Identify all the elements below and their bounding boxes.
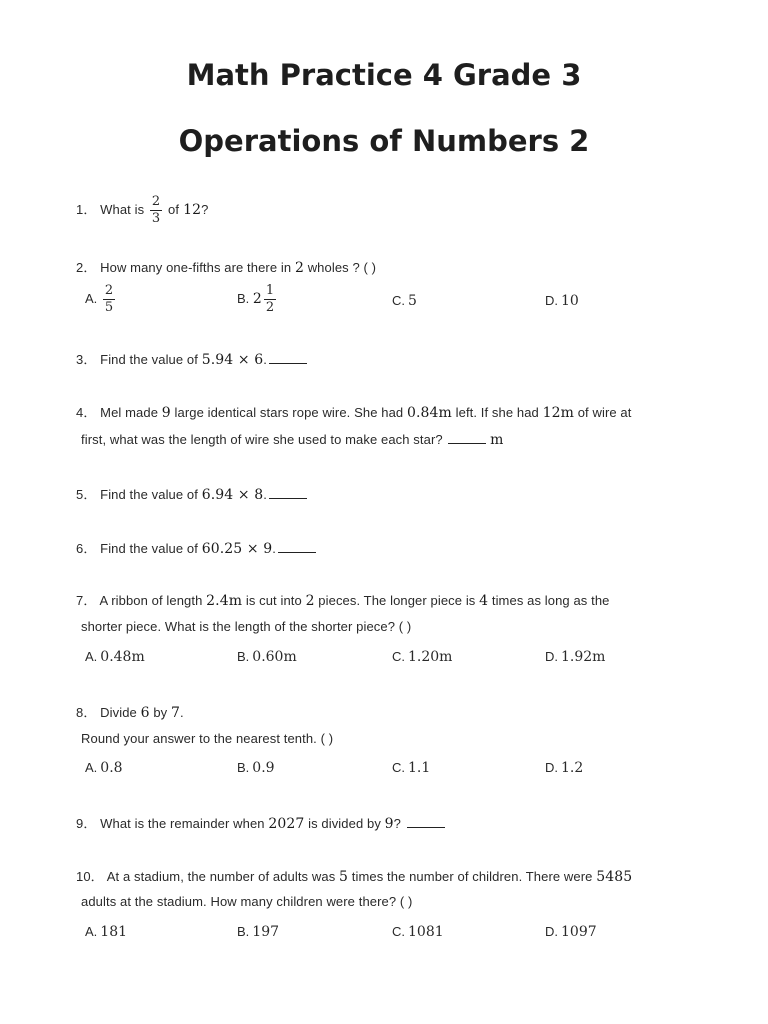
question-text: large identical stars rope wire. She had: [174, 405, 404, 420]
option-value: 197: [252, 924, 280, 940]
question-text: ?: [393, 816, 401, 831]
option-b[interactable]: [237, 284, 278, 315]
option-label: C.: [392, 924, 405, 939]
math-value: 9: [384, 816, 394, 832]
question-number: 8．: [76, 705, 97, 720]
math-value: 7: [171, 705, 181, 721]
math-value: 0.84m: [406, 405, 452, 421]
option-b[interactable]: [237, 649, 297, 665]
math-value: 5: [339, 869, 349, 885]
question-number: 1．: [76, 201, 97, 217]
option-value: 0.8: [100, 760, 123, 776]
option-a[interactable]: [85, 284, 117, 315]
fraction: [264, 284, 276, 315]
option-value: 0.60m: [252, 649, 297, 665]
math-value: 2027: [268, 816, 305, 832]
option-value: 1081: [408, 924, 444, 940]
option-label: D.: [545, 293, 558, 308]
option-value: 10: [561, 293, 579, 309]
fraction-numerator: 2: [104, 283, 114, 298]
question-6: [76, 538, 316, 557]
math-value: 2: [294, 260, 304, 276]
worksheet-subtitle: Operations of Numbers 2: [178, 124, 590, 158]
math-value: 6: [140, 705, 150, 721]
question-text: is cut into: [245, 593, 302, 608]
answer-blank[interactable]: [269, 351, 307, 364]
option-label: C.: [392, 649, 405, 664]
question-1: [76, 195, 208, 226]
math-value: 12: [183, 201, 202, 218]
math-value: 5.94 × 6: [201, 352, 264, 368]
option-label: C.: [392, 760, 405, 775]
option-label: A.: [85, 924, 98, 939]
option-value: 1.2: [561, 760, 584, 776]
mixed-number-whole: 2: [252, 290, 262, 307]
option-b[interactable]: [237, 760, 275, 776]
math-value: 2: [305, 593, 315, 609]
math-value: 5485: [596, 869, 633, 885]
question-text: What is the remainder when: [100, 816, 265, 831]
unit-label: m: [490, 432, 504, 448]
question-text: .: [263, 487, 267, 502]
question-text: wholes ? ( ): [307, 260, 377, 275]
question-10-line-2: [81, 894, 412, 909]
fraction: [103, 284, 115, 315]
question-number: 3．: [76, 352, 97, 367]
math-value: 4: [479, 593, 489, 609]
fraction-denominator: 5: [104, 300, 114, 315]
question-text: At a stadium, the number of adults was: [106, 869, 336, 884]
option-value: 1.1: [408, 760, 431, 776]
option-c[interactable]: [392, 649, 452, 665]
question-number: 4．: [76, 405, 97, 420]
question-text: times the number of children. There were: [351, 869, 593, 884]
math-value: 12m: [542, 405, 574, 421]
question-text: .: [272, 541, 276, 556]
option-label: B.: [237, 290, 250, 306]
question-text: A ribbon of length: [99, 593, 203, 608]
question-number: 7．: [76, 593, 97, 608]
option-value: 1.20m: [408, 649, 453, 665]
question-5: [76, 484, 307, 503]
option-c[interactable]: [392, 760, 430, 776]
option-value: 0.9: [252, 760, 275, 776]
question-text: first, what was the length of wire she used to make each star?: [81, 432, 443, 447]
question-text: Find the value of: [100, 487, 198, 502]
question-7: [76, 590, 609, 609]
option-d[interactable]: [545, 924, 597, 940]
answer-blank[interactable]: [407, 815, 445, 828]
answer-blank[interactable]: [278, 540, 316, 553]
question-7-line-2: [81, 619, 411, 634]
option-label: D.: [545, 649, 558, 664]
question-text: Mel made: [100, 405, 159, 420]
question-text: .: [263, 352, 267, 367]
option-value: 1097: [561, 924, 597, 940]
question-text: ?: [201, 201, 209, 217]
question-text: pieces. The longer piece is: [318, 593, 476, 608]
option-label: B.: [237, 649, 250, 664]
math-value: 2.4m: [206, 593, 243, 609]
option-a[interactable]: [85, 760, 123, 776]
question-4: [76, 402, 631, 421]
question-text: times as long as the: [491, 593, 610, 608]
question-text: What is: [100, 201, 145, 217]
option-label: A.: [85, 290, 98, 306]
option-label: A.: [85, 760, 98, 775]
option-d[interactable]: [545, 649, 605, 665]
worksheet-title: Math Practice 4 Grade 3: [186, 58, 582, 92]
option-label: B.: [237, 760, 250, 775]
option-value: 0.48m: [100, 649, 145, 665]
question-text: by: [153, 705, 168, 720]
question-4-line-2: [81, 431, 504, 448]
fraction: [150, 195, 162, 226]
question-text: adults at the stadium. How many children were there? ( ): [81, 894, 413, 909]
fraction-numerator: 1: [265, 283, 275, 298]
fraction-denominator: 3: [151, 211, 161, 226]
option-label: B.: [237, 924, 250, 939]
option-a[interactable]: [85, 924, 127, 940]
question-9: [76, 813, 445, 832]
option-value: 5: [408, 293, 417, 309]
question-3: [76, 349, 307, 368]
question-number: 2．: [76, 260, 97, 275]
option-label: D.: [545, 760, 558, 775]
math-value: 9: [161, 405, 171, 421]
question-text: of wire at: [577, 405, 632, 420]
question-text: shorter piece. What is the length of the shorter piece? ( ): [81, 619, 412, 634]
math-value: 60.25 × 9: [201, 541, 273, 557]
question-text: .: [180, 705, 184, 720]
question-text: left. If she had: [455, 405, 539, 420]
answer-blank[interactable]: [448, 431, 486, 444]
option-d[interactable]: [545, 293, 579, 309]
answer-blank[interactable]: [269, 486, 307, 499]
option-value: 1.92m: [561, 649, 606, 665]
question-8-line-2: [81, 731, 333, 746]
question-text: is divided by: [308, 816, 381, 831]
question-text: Divide: [100, 705, 137, 720]
option-label: A.: [85, 649, 98, 664]
option-c[interactable]: [392, 293, 417, 309]
option-value: 181: [100, 924, 128, 940]
option-c[interactable]: [392, 924, 444, 940]
question-2: [76, 257, 376, 276]
option-a[interactable]: [85, 649, 145, 665]
question-number: 5．: [76, 487, 97, 502]
question-number: 9．: [76, 816, 97, 831]
question-number: 6．: [76, 541, 97, 556]
math-value: 6.94 × 8: [201, 487, 264, 503]
option-label: C.: [392, 293, 405, 308]
question-8: [76, 702, 184, 721]
question-text: Find the value of: [100, 541, 198, 556]
question-text: How many one-fifths are there in: [100, 260, 292, 275]
question-text: Find the value of: [100, 352, 198, 367]
fraction-denominator: 2: [265, 300, 275, 315]
question-10: [76, 866, 632, 885]
question-text: Round your answer to the nearest tenth. ( ): [81, 731, 334, 746]
option-d[interactable]: [545, 760, 583, 776]
option-label: D.: [545, 924, 558, 939]
question-text: of: [168, 201, 180, 217]
fraction-numerator: 2: [151, 194, 161, 209]
question-number: 10．: [76, 869, 104, 884]
option-b[interactable]: [237, 924, 279, 940]
